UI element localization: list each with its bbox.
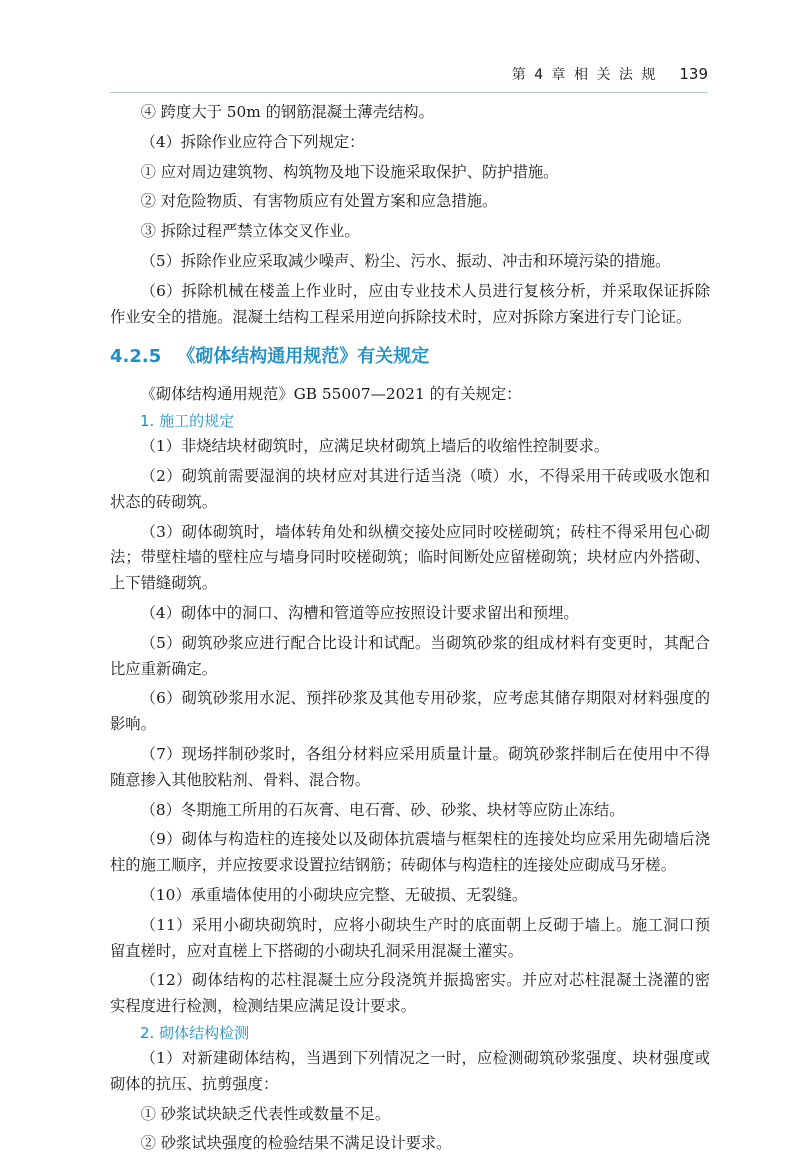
paragraph: （5）拆除作业应采取减少噪声、粉尘、污水、振动、冲击和环境污染的措施。 bbox=[140, 251, 671, 270]
section-heading-text: 《砌体结构通用规范》有关规定 bbox=[177, 346, 430, 368]
paragraph: （4）拆除作业应符合下列规定： bbox=[140, 132, 365, 151]
section-number: 4.2.5 bbox=[110, 346, 162, 368]
paragraph: ④ 跨度大于 50m 的钢筋混凝土薄壳结构。 bbox=[140, 103, 434, 121]
paragraph: ① 砂浆试块缺乏代表性或数量不足。 bbox=[140, 1104, 391, 1123]
paragraph: （4）砌体中的洞口、沟槽和管道等应按照设计要求留出和预埋。 bbox=[140, 603, 579, 622]
subsection-heading: 2. 砌体结构检测 bbox=[140, 1023, 250, 1042]
paragraph: （6）砌筑砂浆用水泥、预拌砂浆及其他专用砂浆，应考虑其储存期限对材料强度的影响。 bbox=[110, 689, 710, 734]
subsection-heading: 1. 施工的规定 bbox=[140, 412, 235, 431]
running-header bbox=[512, 64, 708, 84]
chapter-title: 第 4 章 相 关 法 规 bbox=[511, 67, 658, 83]
page-number: 139 bbox=[679, 65, 708, 83]
paragraph: （8）冬期施工所用的石灰膏、电石膏、砂、砂浆、块材等应防止冻结。 bbox=[140, 800, 625, 819]
paragraph: 《砌体结构通用规范》GB 55007—2021 的有关规定： bbox=[140, 385, 522, 404]
paragraph: ② 对危险物质、有害物质应有处置方案和应急措施。 bbox=[140, 192, 498, 211]
paragraph: （1）对新建砌体结构，当遇到下列情况之一时，应检测砌筑砂浆强度、块材强度或砌体的抗压、抗剪强度： bbox=[110, 1048, 710, 1093]
paragraph: （6）拆除机械在楼盖上作业时，应由专业技术人员进行复核分析，并采取保证拆除作业安全的措施。混凝土结构工程采用逆向拆除技术时，应对拆除方案进行专门论证。 bbox=[110, 281, 710, 326]
paragraph: （11）采用小砌块砌筑时，应将小砌块生产时的底面朝上反砌于墙上。施工洞口预留直槎时，应对直槎上下搭砌的小砌块孔洞采用混凝土灌实。 bbox=[110, 915, 710, 960]
section-heading bbox=[110, 340, 710, 374]
paragraph: （10）承重墙体使用的小砌块应完整、无破损、无裂缝。 bbox=[140, 885, 528, 904]
paragraph: （5）砌筑砂浆应进行配合比设计和试配。当砌筑砂浆的组成材料有变更时，其配合比应重新确定。 bbox=[110, 633, 710, 678]
paragraph: （12）砌体结构的芯柱混凝土应分段浇筑并振捣密实。并应对芯柱混凝土浇灌的密实程度进行检测，检测结果应满足设计要求。 bbox=[110, 971, 710, 1016]
page-body bbox=[110, 100, 710, 1157]
paragraph: （3）砌体砌筑时，墙体转角处和纵横交接处应同时咬槎砌筑；砖柱不得采用包心砌法；带壁柱墙的壁柱应与墙身同时咬槎砌筑；临时间断处应留槎砌筑；块材应内外搭砌、上下错缝砌筑。 bbox=[110, 522, 710, 593]
paragraph: ③ 拆除过程严禁立体交叉作业。 bbox=[140, 222, 360, 241]
header-rule bbox=[110, 92, 708, 93]
paragraph: （7）现场拌制砂浆时，各组分材料应采用质量计量。砌筑砂浆拌制后在使用中不得随意掺入其他胶粘剂、骨料、混合物。 bbox=[110, 744, 710, 789]
paragraph: ① 应对周边建筑物、构筑物及地下设施采取保护、防护措施。 bbox=[140, 162, 559, 181]
paragraph: ② 砂浆试块强度的检验结果不满足设计要求。 bbox=[140, 1134, 452, 1153]
paragraph: （9）砌体与构造柱的连接处以及砌体抗震墙与框架柱的连接处均应采用先砌墙后浇柱的施工顺序，并应按要求设置拉结钢筋；砖砌体与构造柱的连接处应砌成马牙槎。 bbox=[110, 830, 710, 875]
paragraph: （1）非烧结块材砌筑时，应满足块材砌筑上墙后的收缩性控制要求。 bbox=[140, 437, 610, 456]
paragraph: （2）砌筑前需要湿润的块材应对其进行适当浇（喷）水，不得采用干砖或吸水饱和状态的砖砌筑。 bbox=[110, 466, 710, 511]
